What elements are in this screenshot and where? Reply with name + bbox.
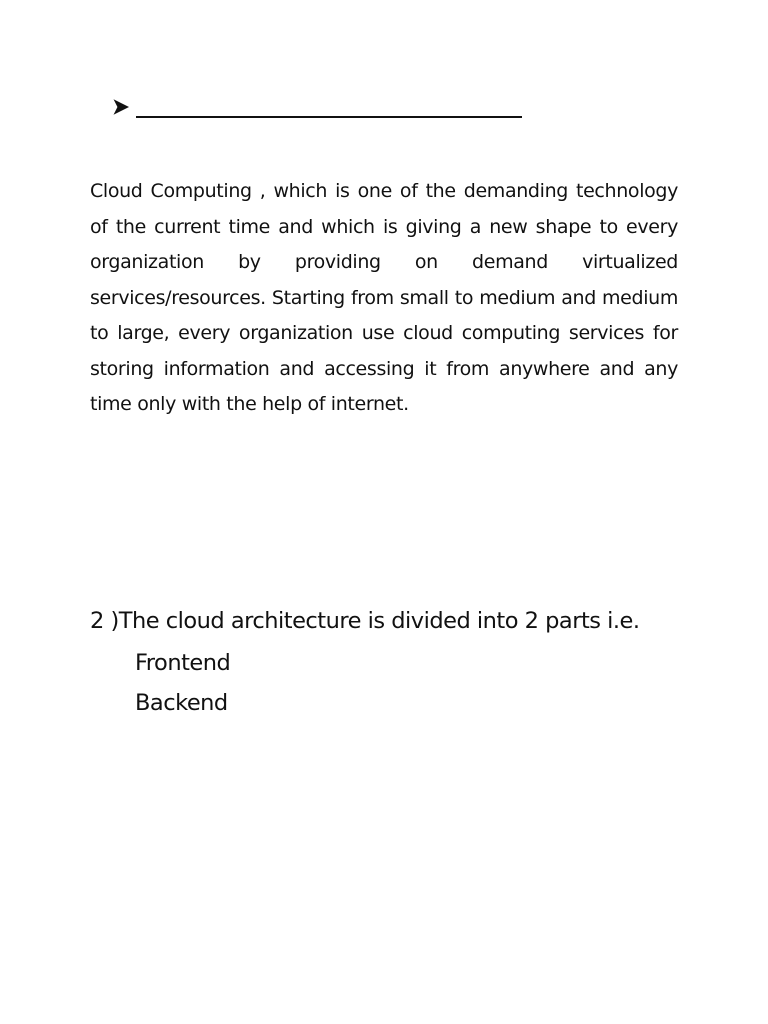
arrowhead-bullet-icon [112, 96, 130, 118]
list-item: Frontend [135, 650, 231, 676]
body-paragraph: Cloud Computing , which is one of the demanding technology of the current time and which is giving a new shape to every organization by providing on demand virtualized services/resources. Starting from small to medium and medium to large, every organization use cloud computing services for storing information and accessing it from anywhere and any time only with the help of internet. [90, 180, 678, 415]
heading-blank-row [112, 96, 522, 118]
question-heading: 2 )The cloud architecture is divided into 2 parts i.e. [90, 608, 640, 634]
parts-list [135, 643, 230, 723]
blank-underline [136, 116, 522, 118]
list-item: Backend [135, 690, 228, 716]
